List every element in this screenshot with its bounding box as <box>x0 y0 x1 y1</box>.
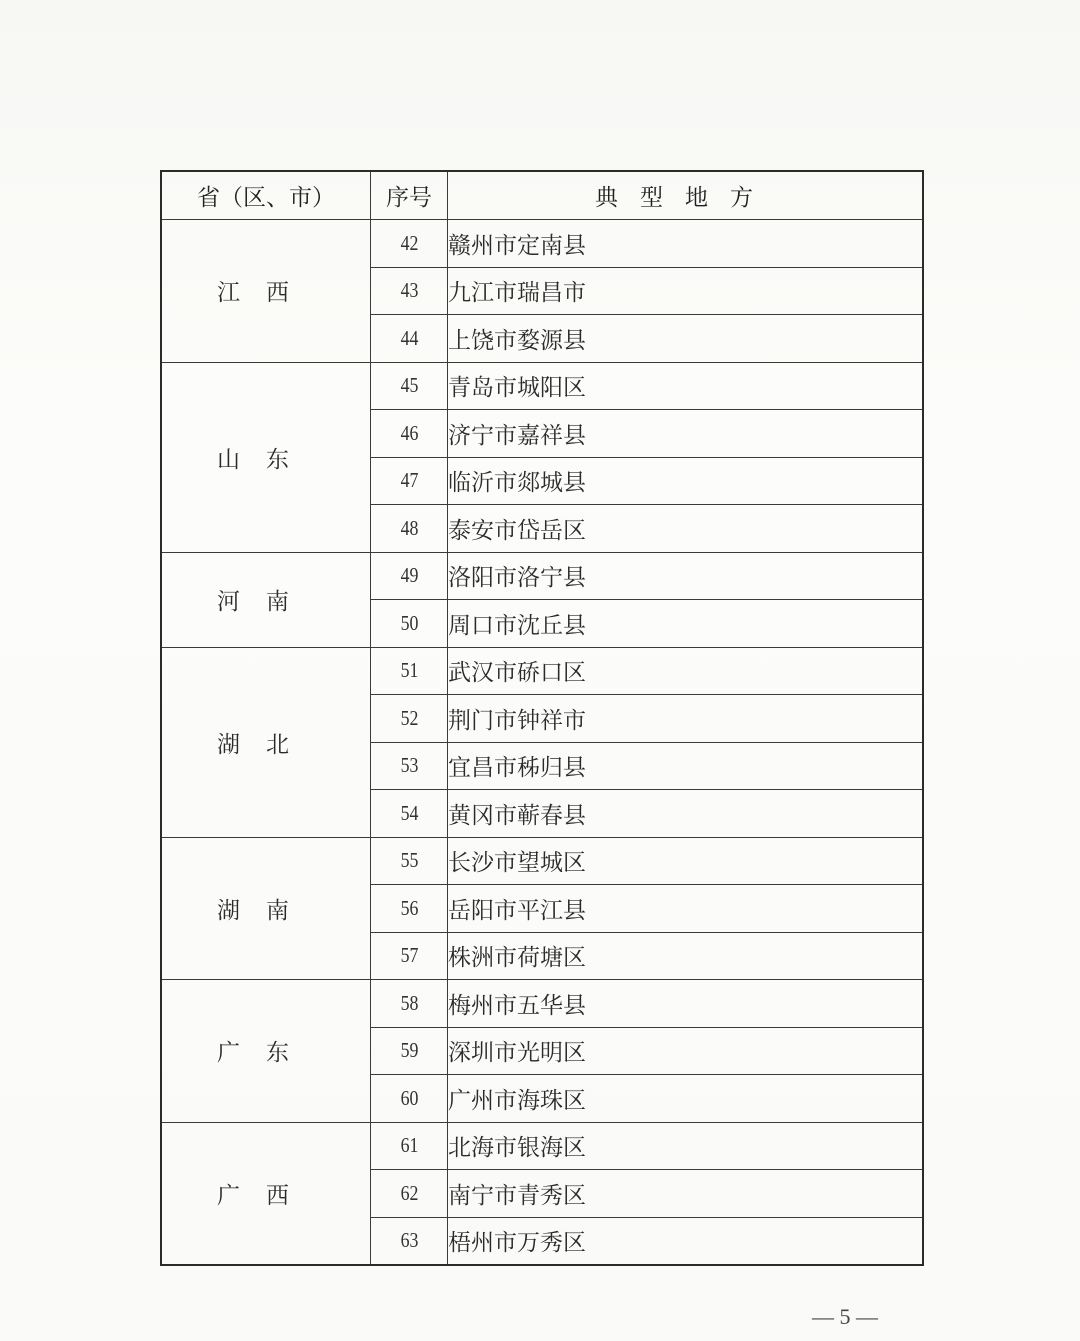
row-number: 46 <box>376 410 441 458</box>
table-row <box>161 837 923 885</box>
place-name: 南宁市青秀区 <box>448 1170 924 1218</box>
row-number: 56 <box>376 885 441 933</box>
row-number: 49 <box>376 552 441 600</box>
row-number: 53 <box>376 742 441 790</box>
header-province: 省（区、市） <box>161 171 371 220</box>
place-name: 深圳市光明区 <box>448 1027 924 1075</box>
place-name: 泰安市岱岳区 <box>448 505 924 553</box>
place-name: 赣州市定南县 <box>448 220 924 268</box>
place-name: 北海市银海区 <box>448 1122 924 1170</box>
table-row <box>161 1122 923 1170</box>
place-name: 梅州市五华县 <box>448 980 924 1028</box>
place-name: 九江市瑞昌市 <box>448 267 924 315</box>
header-place <box>448 171 924 220</box>
place-name: 岳阳市平江县 <box>448 885 924 933</box>
place-name: 株洲市荷塘区 <box>448 932 924 980</box>
place-name: 宜昌市秭归县 <box>448 742 924 790</box>
province-cell: 河南 <box>161 552 371 647</box>
row-number: 42 <box>376 220 441 268</box>
header-place-label: 典型地方 <box>595 185 775 211</box>
province-cell: 广东 <box>161 980 371 1123</box>
row-number: 51 <box>376 647 441 695</box>
place-name: 周口市沈丘县 <box>448 600 924 648</box>
place-name: 黄冈市蕲春县 <box>448 790 924 838</box>
row-number: 43 <box>376 267 441 315</box>
table-row <box>161 647 923 695</box>
row-number: 45 <box>376 362 441 410</box>
row-number: 63 <box>376 1217 441 1265</box>
place-name: 洛阳市洛宁县 <box>448 552 924 600</box>
place-name: 武汉市硚口区 <box>448 647 924 695</box>
place-name: 荆门市钟祥市 <box>448 695 924 743</box>
table-row <box>161 980 923 1028</box>
province-cell: 湖南 <box>161 837 371 980</box>
place-name: 上饶市婺源县 <box>448 315 924 363</box>
header-number: 序号 <box>371 171 448 220</box>
table-header-row <box>161 171 923 220</box>
typical-places-table <box>160 170 924 1266</box>
row-number: 60 <box>376 1075 441 1123</box>
row-number: 59 <box>376 1027 441 1075</box>
place-name: 济宁市嘉祥县 <box>448 410 924 458</box>
row-number: 54 <box>376 790 441 838</box>
table-row <box>161 362 923 410</box>
row-number: 58 <box>376 980 441 1028</box>
row-number: 52 <box>376 695 441 743</box>
row-number: 44 <box>376 315 441 363</box>
table-row <box>161 220 923 268</box>
place-name: 长沙市望城区 <box>448 837 924 885</box>
province-cell: 江西 <box>161 220 371 363</box>
place-name: 梧州市万秀区 <box>448 1217 924 1265</box>
row-number: 55 <box>376 837 441 885</box>
place-name: 广州市海珠区 <box>448 1075 924 1123</box>
row-number: 48 <box>376 505 441 553</box>
province-cell: 湖北 <box>161 647 371 837</box>
row-number: 57 <box>376 932 441 980</box>
place-name: 青岛市城阳区 <box>448 362 924 410</box>
place-name: 临沂市郯城县 <box>448 457 924 505</box>
page-number: — 5 — <box>812 1304 878 1329</box>
province-cell: 山东 <box>161 362 371 552</box>
row-number: 61 <box>376 1122 441 1170</box>
row-number: 47 <box>376 457 441 505</box>
province-cell: 广西 <box>161 1122 371 1265</box>
row-number: 50 <box>376 600 441 648</box>
row-number: 62 <box>376 1170 441 1218</box>
table-row <box>161 552 923 600</box>
